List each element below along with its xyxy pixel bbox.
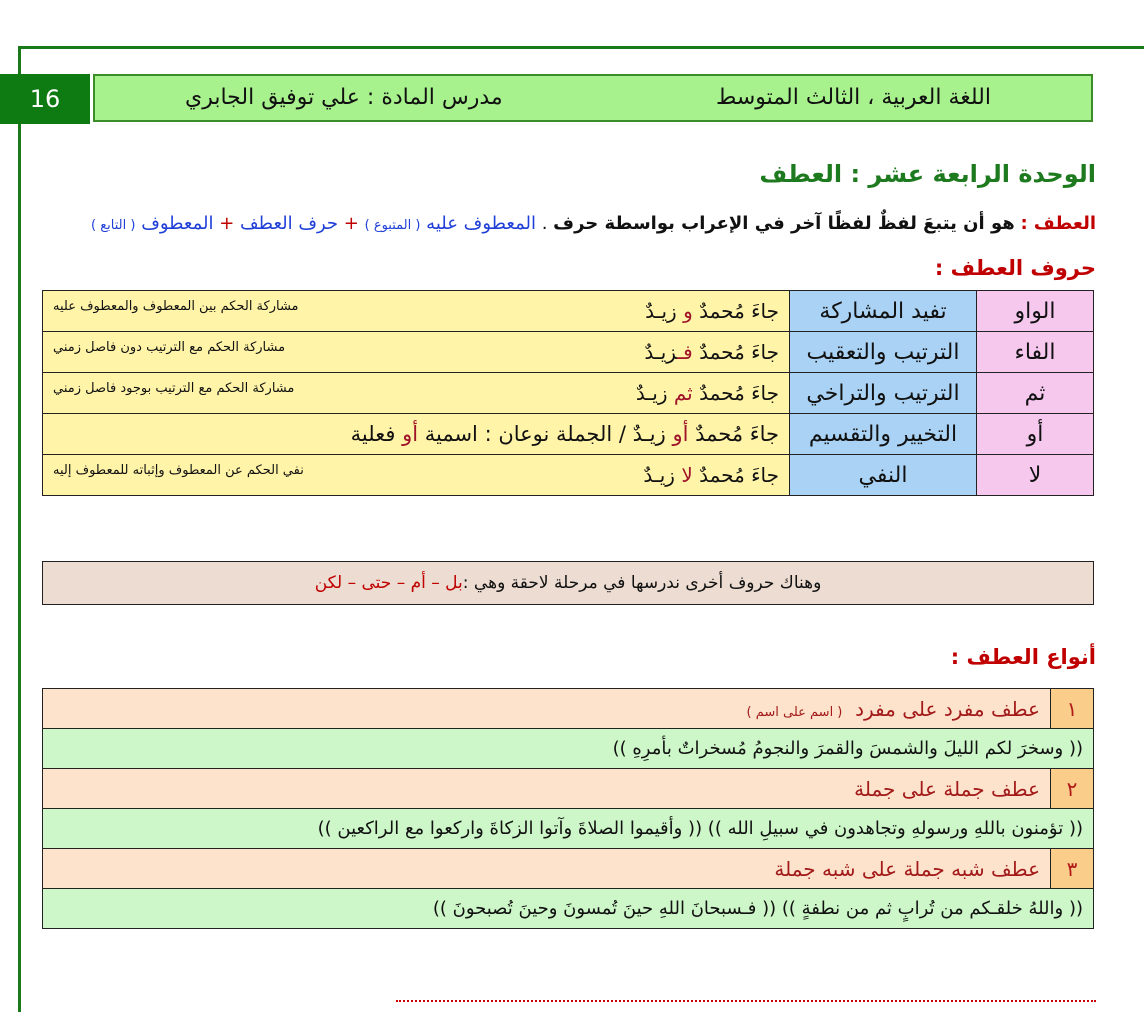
letters-table bbox=[42, 290, 1094, 496]
example-part: زيـدٌ bbox=[644, 340, 678, 364]
letter-cell: لا bbox=[977, 455, 1094, 496]
type-number: ٢ bbox=[1051, 769, 1094, 809]
type-name-cell bbox=[43, 769, 1051, 809]
meaning-cell: تفيد المشاركة bbox=[790, 291, 977, 332]
type-name: عطف مفرد على مفرد bbox=[855, 696, 1040, 721]
letter-row bbox=[43, 455, 1094, 496]
letter-cell: ثم bbox=[977, 373, 1094, 414]
definition-text: هو أن يتبعَ لفظٌ لفظًا آخر في الإعراب بواسطة حرف bbox=[553, 213, 1015, 234]
types-heading: أنواع العطف : bbox=[950, 645, 1096, 669]
example-text bbox=[519, 299, 779, 323]
meaning-cell: النفي bbox=[790, 455, 977, 496]
type-example-row bbox=[43, 729, 1094, 769]
example-part: جاءَ مُحمدٌ bbox=[692, 340, 779, 364]
example-part: زيـدٌ bbox=[643, 463, 682, 487]
meaning-cell: الترتيب والتراخي bbox=[790, 373, 977, 414]
example-part: زيـدٌ bbox=[635, 381, 674, 405]
example-note: مشاركة الحكم بين المعطوف والمعطوف عليه bbox=[53, 299, 299, 314]
example-cell bbox=[43, 414, 790, 455]
letter-cell: أو bbox=[977, 414, 1094, 455]
header-teacher: مدرس المادة : علي توفيق الجابري bbox=[185, 85, 503, 110]
example-note: نفي الحكم عن المعطوف وإثباته للمعطوف إليه bbox=[53, 463, 304, 478]
definition-plus2: + bbox=[213, 213, 235, 234]
example-part: جاءَ مُحمدٌ bbox=[692, 463, 779, 487]
definition-part3: المعطوف bbox=[141, 213, 214, 234]
example-note: مشاركة الحكم مع الترتيب دون فاصل زمني bbox=[53, 340, 286, 355]
type-number: ١ bbox=[1051, 689, 1094, 729]
type-name-cell bbox=[43, 689, 1051, 729]
header-subject: اللغة العربية ، الثالث المتوسط bbox=[715, 85, 991, 110]
meaning-cell: الترتيب والتعقيب bbox=[790, 332, 977, 373]
example-text bbox=[519, 463, 779, 487]
type-name: عطف شبه جملة على شبه جملة bbox=[774, 856, 1040, 881]
example-text bbox=[519, 381, 779, 405]
other-letters-text: وهناك حروف أخرى ندرسها في مرحلة لاحقة وهي : bbox=[462, 573, 822, 593]
header-banner bbox=[93, 74, 1093, 122]
type-example-row bbox=[43, 809, 1094, 849]
example-cell bbox=[43, 373, 790, 414]
type-note: ( اسم على اسم ) bbox=[746, 704, 843, 720]
example-conjunction: أو bbox=[672, 422, 689, 446]
example-conjunction: لا bbox=[681, 463, 693, 487]
example-part: جاءَ مُحمدٌ bbox=[692, 381, 779, 405]
other-letters-list: بل – أم – حتى – لكن bbox=[314, 573, 463, 593]
example-part: فعلية bbox=[350, 422, 403, 446]
example-part: زيـدٌ bbox=[645, 299, 684, 323]
letter-row bbox=[43, 373, 1094, 414]
page-frame-left bbox=[18, 46, 21, 1012]
type-example: (( تؤمنون باللهِ ورسولهِ وتجاهدون في سبيلِ الله )) (( وأقيموا الصلاةَ وآتوا الزكاةَ واركعوا مع الراكعين )) bbox=[43, 809, 1094, 849]
definition-plus1: + bbox=[338, 213, 359, 234]
page-frame-top bbox=[18, 46, 1144, 49]
example-conjunction: أو bbox=[402, 422, 419, 446]
example-note: مشاركة الحكم مع الترتيب بوجود فاصل زمني bbox=[53, 381, 295, 396]
letters-heading: حروف العطف : bbox=[934, 256, 1096, 280]
type-row bbox=[43, 689, 1094, 729]
letter-cell: الفاء bbox=[977, 332, 1094, 373]
example-text bbox=[351, 422, 779, 446]
meaning-cell: التخيير والتقسيم bbox=[790, 414, 977, 455]
letter-row bbox=[43, 291, 1094, 332]
example-cell bbox=[43, 332, 790, 373]
letter-cell: الواو bbox=[977, 291, 1094, 332]
cut-off-text-line bbox=[396, 1000, 1096, 1016]
example-cell bbox=[43, 455, 790, 496]
other-letters-box bbox=[42, 561, 1094, 605]
letter-row bbox=[43, 414, 1094, 455]
definition-part1: المعطوف عليه bbox=[426, 213, 536, 234]
letter-row bbox=[43, 332, 1094, 373]
type-name-cell bbox=[43, 849, 1051, 889]
definition-line bbox=[91, 213, 1096, 234]
definition-part3-note: ( التابع ) bbox=[91, 218, 136, 233]
definition-term: العطف : bbox=[1020, 213, 1096, 234]
example-text bbox=[519, 340, 779, 364]
unit-title: الوحدة الرابعة عشر : العطف bbox=[759, 160, 1096, 188]
type-row bbox=[43, 849, 1094, 889]
example-conjunction: و bbox=[683, 299, 693, 323]
types-table bbox=[42, 688, 1094, 929]
example-conjunction: فـ bbox=[677, 340, 693, 364]
example-part: زيـدٌ / الجملة نوعان : اسمية bbox=[418, 422, 673, 446]
page-number: 16 bbox=[0, 74, 90, 124]
type-name: عطف جملة على جملة bbox=[854, 776, 1040, 801]
type-example-row bbox=[43, 889, 1094, 929]
definition-part1-note: ( المتبوع ) bbox=[364, 218, 421, 233]
type-example: (( وسخرَ لكم الليلَ والشمسَ والقمرَ والنجومُ مُسخراتٌ بأمرِهِ )) bbox=[43, 729, 1094, 769]
example-conjunction: ثم bbox=[673, 381, 693, 405]
type-example: (( واللهُ خلقـكم من تُرابٍ ثم من نطفةٍ )) (( فـسبحانَ اللهِ حينَ تُمسونَ وحينَ تُصبحونَ )) bbox=[43, 889, 1094, 929]
example-part: جاءَ مُحمدٌ bbox=[692, 299, 779, 323]
type-row bbox=[43, 769, 1094, 809]
example-part: جاءَ مُحمدٌ bbox=[688, 422, 779, 446]
example-cell bbox=[43, 291, 790, 332]
definition-sep: . bbox=[535, 213, 548, 234]
definition-part2: حرف العطف bbox=[240, 213, 339, 234]
type-number: ٣ bbox=[1051, 849, 1094, 889]
